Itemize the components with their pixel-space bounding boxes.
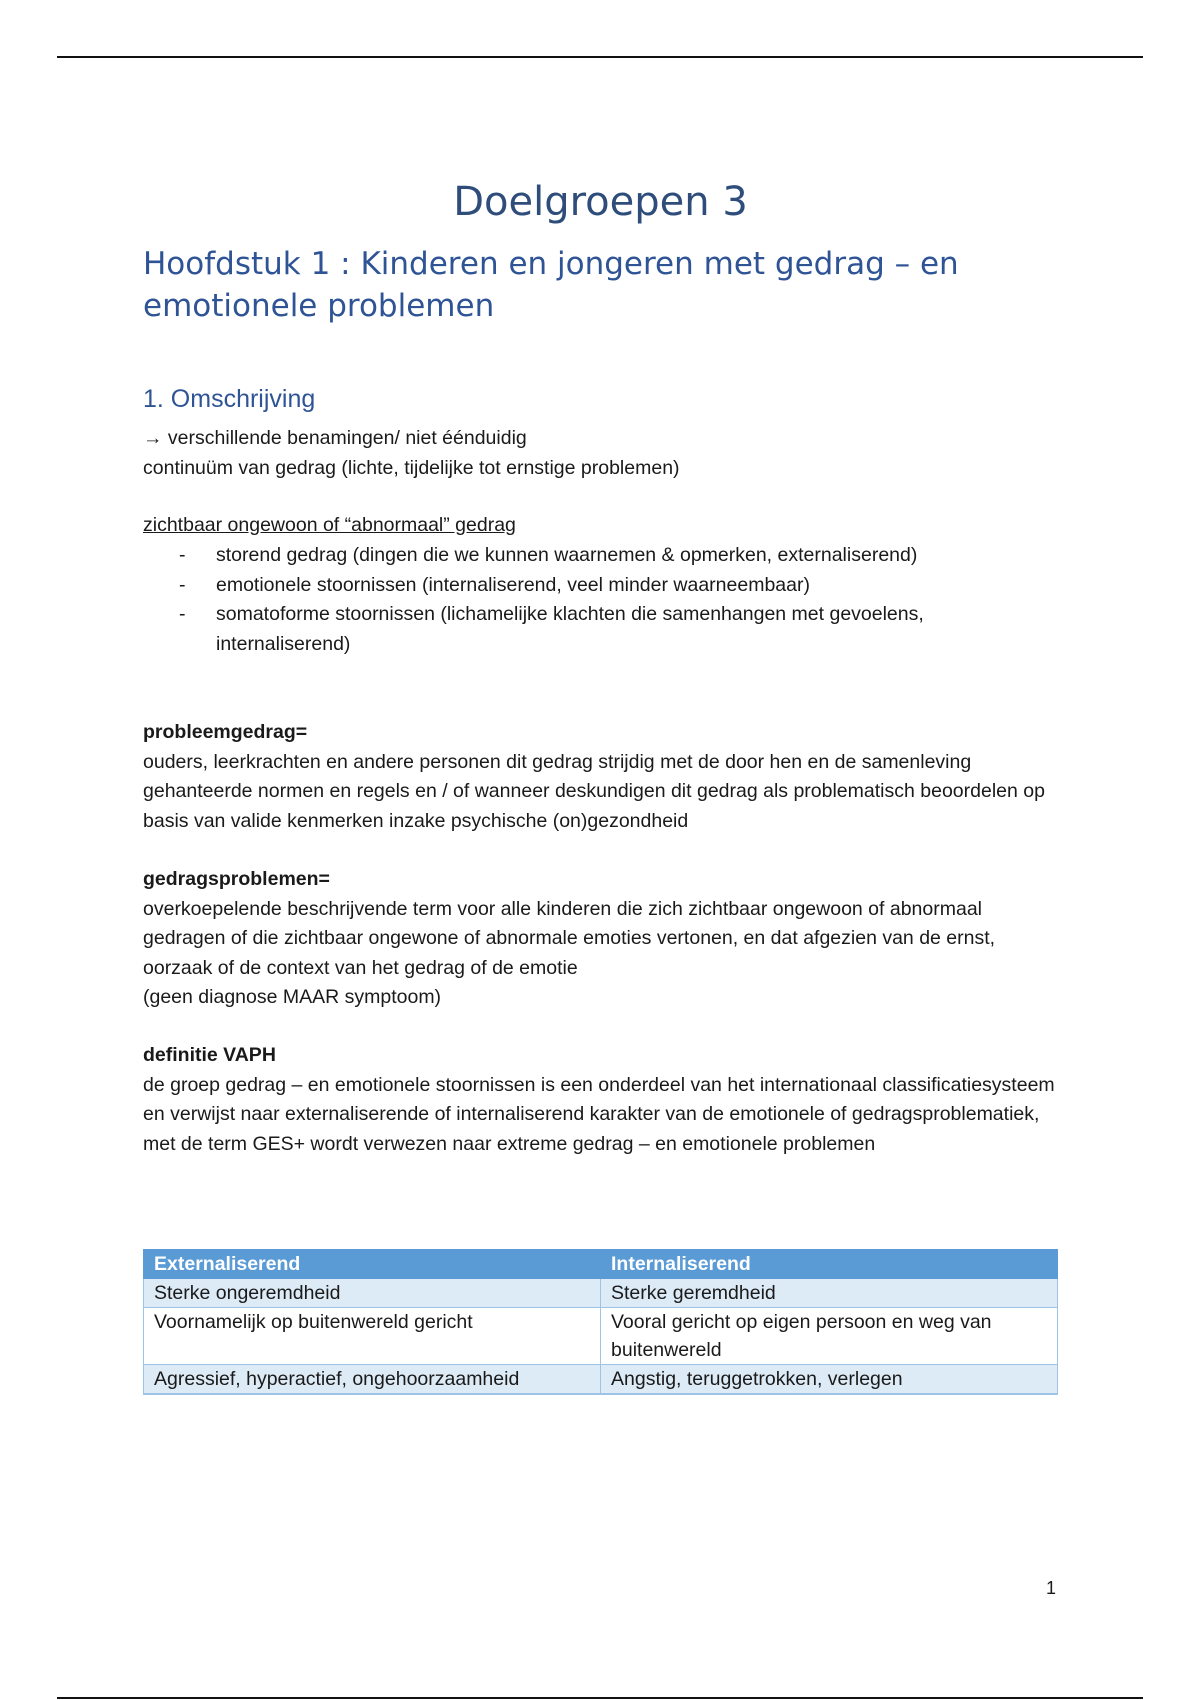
list-item — [143, 600, 1058, 659]
table-cell: Voornamelijk op buitenwereld gericht — [144, 1308, 601, 1365]
table-header-cell: Internaliserend — [601, 1250, 1058, 1279]
vaph-block — [143, 1041, 1058, 1159]
section-heading: 1. Omschrijving — [143, 385, 316, 413]
gedragsproblemen-block — [143, 865, 1058, 1013]
table-cell: Sterke geremdheid — [601, 1279, 1058, 1308]
probleemgedrag-block — [143, 718, 1058, 836]
gedragsproblemen-note: (geen diagnose MAAR symptoom) — [143, 986, 442, 1008]
probleemgedrag-term: probleemgedrag= — [143, 721, 308, 743]
table-cell: Vooral gericht op eigen persoon en weg van buitenwereld — [601, 1308, 1058, 1365]
list-item-text: somatoforme stoornissen (lichamelijke klachten die samenhangen met gevoelens, internaliserend) — [216, 603, 924, 655]
list-item — [143, 541, 1058, 571]
table-header-cell: Externaliserend — [144, 1250, 601, 1279]
list-item-text: storend gedrag (dingen die we kunnen waarnemen & opmerken, externaliserend) — [216, 544, 918, 566]
bullet-dash: - — [179, 573, 186, 596]
intro-text-2: continuüm van gedrag (lichte, tijdelijke tot ernstige problemen) — [143, 456, 680, 479]
header-rule — [57, 56, 1143, 58]
gedragsproblemen-text: overkoepelende beschrijvende term voor alle kinderen die zich zichtbaar ongewoon of abnormaal gedragen of die zichtbaar ongewone of abnormale emoties vertonen, en dat afgezien van de ernst, oorzaak of de context van het gedrag of de emotie — [143, 897, 996, 979]
table-row — [144, 1308, 1058, 1365]
vaph-text: de groep gedrag – en emotionele stoornissen is een onderdeel van het internationaal classificatiesysteem en verwijst naar externaliserende of internaliserend karakter van de emotionele of gedragsproblematiek, met de term GES+ wordt verwezen naar extreme gedrag – en emotionele problemen — [143, 1073, 1055, 1155]
intro-line-1 — [143, 424, 1058, 454]
table-cell: Angstig, teruggetrokken, verlegen — [601, 1365, 1058, 1395]
document-title: Doelgroepen 3 — [453, 179, 748, 225]
chapter-heading: Hoofdstuk 1 : Kinderen en jongeren met gedrag – en emotionele problemen — [143, 246, 959, 324]
gedragsproblemen-term: gedragsproblemen= — [143, 868, 330, 890]
intro-text-1: verschillende benamingen/ niet éénduidig — [167, 427, 527, 449]
footer-rule — [57, 1697, 1143, 1699]
comparison-table — [143, 1249, 1058, 1395]
list-item — [143, 571, 1058, 601]
arrow-icon: → — [143, 427, 163, 449]
vaph-term: definitie VAPH — [143, 1044, 276, 1066]
table-header-row — [144, 1250, 1058, 1279]
probleemgedrag-text: ouders, leerkrachten en andere personen dit gedrag strijdig met de door hen en de samenleving gehanteerde normen en regels en / of wanneer deskundigen dit gedrag als problematisch beoordelen op basis van valide kenmerken inzake psychische (on)gezondheid — [143, 750, 1045, 832]
table-row — [144, 1365, 1058, 1395]
bullet-dash: - — [179, 603, 186, 625]
behavior-list — [143, 541, 1058, 659]
visible-behavior-heading: zichtbaar ongewoon of “abnormaal” gedrag — [143, 514, 516, 536]
page-number: 1 — [1046, 1578, 1057, 1598]
table-row — [144, 1279, 1058, 1308]
bullet-dash: - — [179, 544, 186, 566]
table-cell: Agressief, hyperactief, ongehoorzaamheid — [144, 1365, 601, 1395]
table-cell: Sterke ongeremdheid — [144, 1279, 601, 1308]
intro-block — [143, 424, 1058, 483]
list-item-text: emotionele stoornissen (internaliserend, veel minder waarneembaar) — [216, 573, 810, 596]
